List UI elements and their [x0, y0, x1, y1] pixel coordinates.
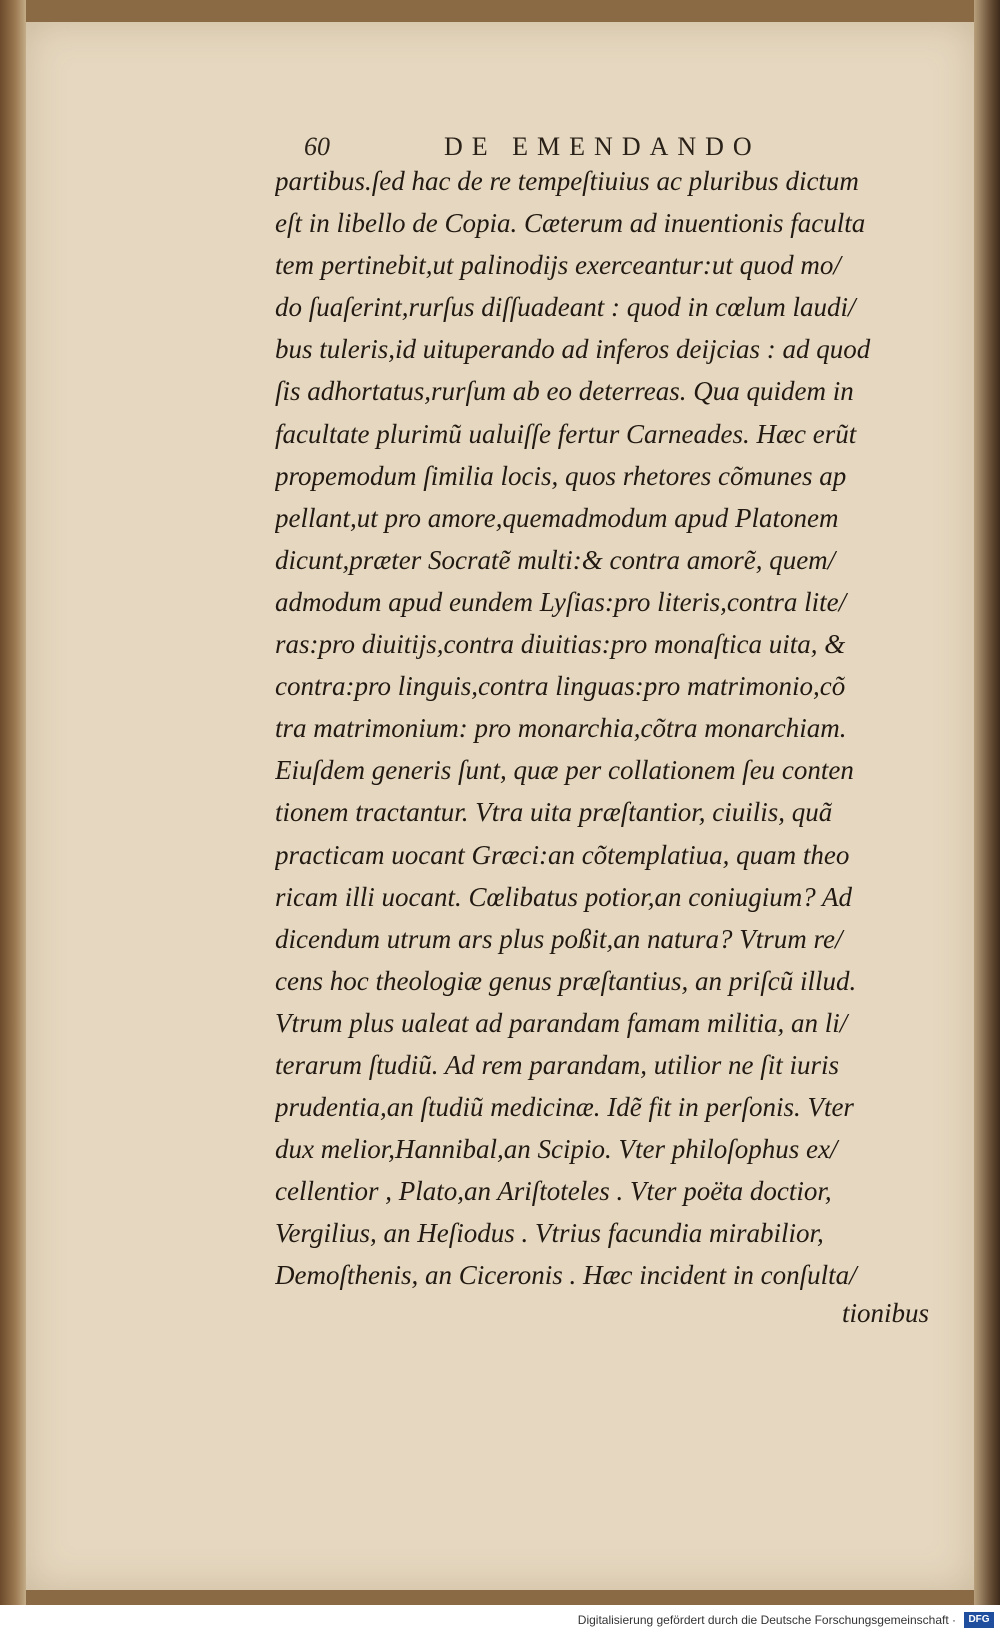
- footer-credit: Digitalisierung gefördert durch die Deutsche Forschungsgemeinschaft ·: [577, 1613, 956, 1627]
- running-title: DE EMENDANDO: [444, 132, 761, 161]
- text-line: bus tuleris,id uituperando ad inferos deijcias : ad quod: [275, 334, 871, 365]
- text-line: do ſuaſerint,rurſus diſſuadeant : quod in cœlum laudi/: [275, 292, 856, 323]
- text-line: Demoſthenis, an Ciceronis . Hæc incident in conſulta/: [275, 1260, 857, 1291]
- text-line: tionem tractantur. Vtra uita præſtantior, ciuilis, quã: [275, 797, 833, 828]
- text-line: pellant,ut pro amore,quemadmodum apud Platonem: [275, 502, 839, 533]
- page-number: 60: [304, 132, 330, 161]
- text-line: ras:pro diuitijs,contra diuitias:pro monaſtica uita, &: [275, 629, 846, 660]
- text-line: propemodum ſimilia locis, quos rhetores cõmunes ap: [275, 460, 847, 491]
- text-line: dicunt,præter Socratẽ multi:& contra amorẽ, quem/: [275, 544, 836, 575]
- text-line: cellentior , Plato,an Ariſtoteles . Vter poëta doctior,: [275, 1176, 832, 1207]
- book-edge-left: [0, 0, 26, 1605]
- text-line: terarum ſtudiũ. Ad rem parandam, utilior ne ſit iuris: [275, 1049, 840, 1080]
- text-line: admodum apud eundem Lyſias:pro literis,contra lite/: [275, 586, 847, 617]
- text-line: dicendum utrum ars plus poßit,an natura? Vtrum re/: [275, 923, 843, 954]
- text-line: dux melior,Hannibal,an Scipio. Vter philoſophus ex/: [275, 1134, 838, 1165]
- text-line: Vtrum plus ualeat ad parandam famam militia, an li/: [275, 1007, 848, 1038]
- text-line: eſt in libello de Copia. Cæterum ad inuentionis faculta: [275, 208, 866, 239]
- text-line: contra:pro linguis,contra linguas:pro matrimonio,cõ: [275, 671, 846, 702]
- text-line: practicam uocant Græci:an cõtemplatiua, quam theo: [275, 839, 850, 870]
- text-line: tem pertinebit,ut palinodijs exerceantur:ut quod mo/: [275, 250, 841, 281]
- catchword: tionibus: [842, 1298, 930, 1328]
- text-line: prudentia,an ſtudiũ medicinæ. Idẽ fit in perſonis. Vter: [275, 1092, 854, 1123]
- footer-bar: [0, 1605, 1000, 1640]
- text-line: ſis adhortatus,rurſum ab eo deterreas. Qua quidem in: [275, 376, 854, 407]
- dfg-logo: DFG: [964, 1612, 994, 1628]
- text-line: tra matrimonium: pro monarchia,cõtra monarchiam.: [275, 713, 847, 744]
- text-line: partibus.ſed hac de re tempeſtiuius ac pluribus dictum: [275, 166, 859, 196]
- text-line: Vergilius, an Heſiodus . Vtrius facundia mirabilior,: [275, 1218, 824, 1249]
- text-line: facultate plurimũ ualuiſſe fertur Carneades. Hæc erũt: [275, 418, 857, 449]
- text-line: Eiuſdem generis ſunt, quæ per collationem ſeu conten: [275, 755, 854, 786]
- body-text: [275, 160, 980, 1297]
- text-line: cens hoc theologiæ genus præſtantius, an priſcũ illud.: [275, 965, 857, 996]
- text-line: ricam illi uocant. Cœlibatus potior,an coniugium? Ad: [275, 881, 853, 912]
